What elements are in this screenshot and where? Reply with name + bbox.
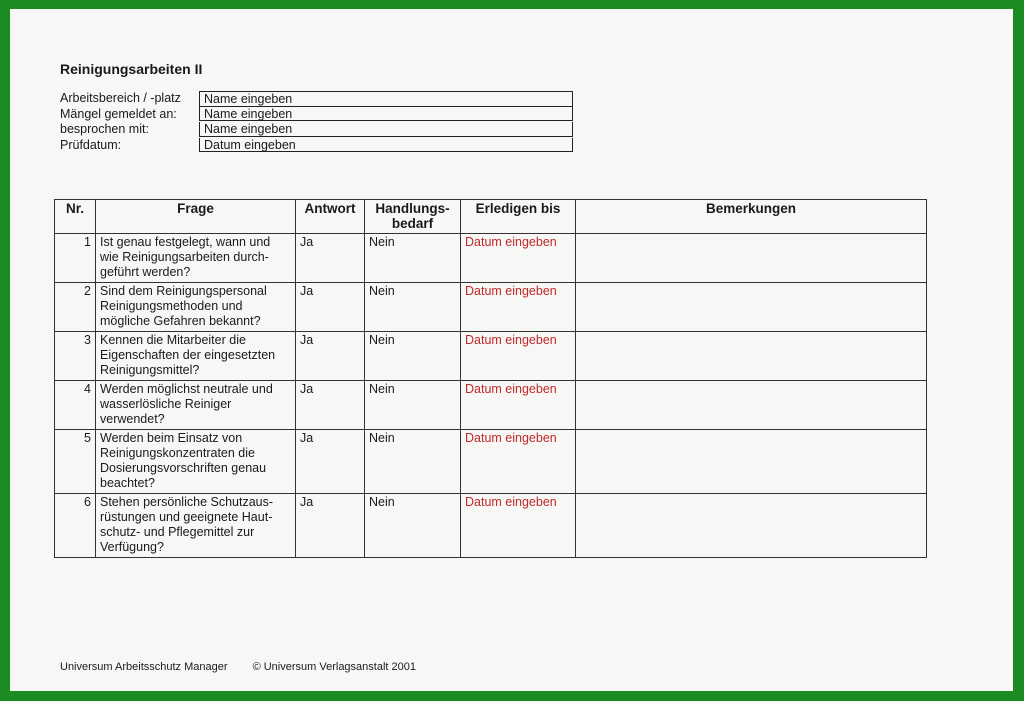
header-antwort: Antwort	[296, 200, 365, 234]
table-row	[55, 430, 927, 494]
meta-label: Mängel gemeldet an:	[60, 106, 177, 121]
cell-frage: Kennen die Mitarbeiter die Eigenschaften der eingesetzten Reinigungsmittel?	[96, 332, 296, 381]
cell-erledigen-bis[interactable]: Datum eingeben	[461, 234, 576, 283]
cell-antwort[interactable]: Ja	[296, 494, 365, 558]
meta-label: Prüfdatum:	[60, 137, 122, 152]
cell-handlungsbedarf[interactable]: Nein	[365, 234, 461, 283]
header-frage: Frage	[96, 200, 296, 234]
meta-label: Arbeitsbereich / -platz	[60, 91, 181, 105]
cell-erledigen-bis[interactable]: Datum eingeben	[461, 283, 576, 332]
cell-antwort[interactable]: Ja	[296, 332, 365, 381]
cell-nr: 6	[55, 494, 96, 558]
cell-antwort[interactable]: Ja	[296, 283, 365, 332]
cell-antwort[interactable]: Ja	[296, 430, 365, 494]
table-header-row	[55, 200, 927, 234]
cell-frage: Werden beim Einsatz von Reinigungskonzentraten die Dosierungsvorschriften genau beachtet?	[96, 430, 296, 494]
cell-nr: 4	[55, 381, 96, 430]
cell-bemerkungen[interactable]	[576, 430, 927, 494]
cell-frage: Stehen persönliche Schutzaus-rüstungen und geeignete Haut-schutz- und Pflegemittel zur Verfügung?	[96, 494, 296, 558]
cell-antwort[interactable]: Ja	[296, 381, 365, 430]
table-row	[55, 381, 927, 430]
cell-frage: Sind dem Reinigungspersonal Reinigungsmethoden und mögliche Gefahren bekannt?	[96, 283, 296, 332]
header-nr: Nr.	[55, 200, 96, 234]
cell-antwort[interactable]: Ja	[296, 234, 365, 283]
cell-nr: 1	[55, 234, 96, 283]
meta-field[interactable]: Datum eingeben	[199, 138, 573, 153]
cell-bemerkungen[interactable]	[576, 381, 927, 430]
cell-frage: Werden möglichst neutrale und wasserlösliche Reiniger verwendet?	[96, 381, 296, 430]
table-row	[55, 494, 927, 558]
cell-erledigen-bis[interactable]: Datum eingeben	[461, 494, 576, 558]
meta-field[interactable]: Name eingeben	[199, 122, 573, 137]
cell-handlungsbedarf[interactable]: Nein	[365, 332, 461, 381]
header-erledigen-bis: Erledigen bis	[461, 200, 576, 234]
cell-erledigen-bis[interactable]: Datum eingeben	[461, 381, 576, 430]
cell-bemerkungen[interactable]	[576, 494, 927, 558]
cell-handlungsbedarf[interactable]: Nein	[365, 494, 461, 558]
meta-label: besprochen mit:	[60, 122, 149, 136]
cell-handlungsbedarf[interactable]: Nein	[365, 381, 461, 430]
header-handlungsbedarf: Handlungs- bedarf	[365, 200, 461, 234]
document-page	[10, 9, 1013, 691]
footer-product: Universum Arbeitsschutz Manager	[60, 661, 228, 673]
page-footer	[60, 661, 438, 673]
meta-field[interactable]: Name eingeben	[199, 107, 573, 122]
cell-handlungsbedarf[interactable]: Nein	[365, 283, 461, 332]
cell-erledigen-bis[interactable]: Datum eingeben	[461, 430, 576, 494]
header-bemerkungen: Bemerkungen	[576, 200, 927, 234]
cell-bemerkungen[interactable]	[576, 234, 927, 283]
table-row	[55, 234, 927, 283]
table-row	[55, 283, 927, 332]
table-row	[55, 332, 927, 381]
footer-copyright: © Universum Verlagsanstalt 2001	[252, 661, 416, 673]
cell-frage: Ist genau festgelegt, wann und wie Reinigungsarbeiten durch-geführt werden?	[96, 234, 296, 283]
cell-handlungsbedarf[interactable]: Nein	[365, 430, 461, 494]
cell-erledigen-bis[interactable]: Datum eingeben	[461, 332, 576, 381]
document-title: Reinigungsarbeiten II	[60, 61, 203, 77]
cell-nr: 2	[55, 283, 96, 332]
cell-bemerkungen[interactable]	[576, 332, 927, 381]
cell-nr: 5	[55, 430, 96, 494]
cell-nr: 3	[55, 332, 96, 381]
meta-field[interactable]: Name eingeben	[199, 91, 573, 107]
cell-bemerkungen[interactable]	[576, 283, 927, 332]
checklist-table	[54, 199, 927, 558]
